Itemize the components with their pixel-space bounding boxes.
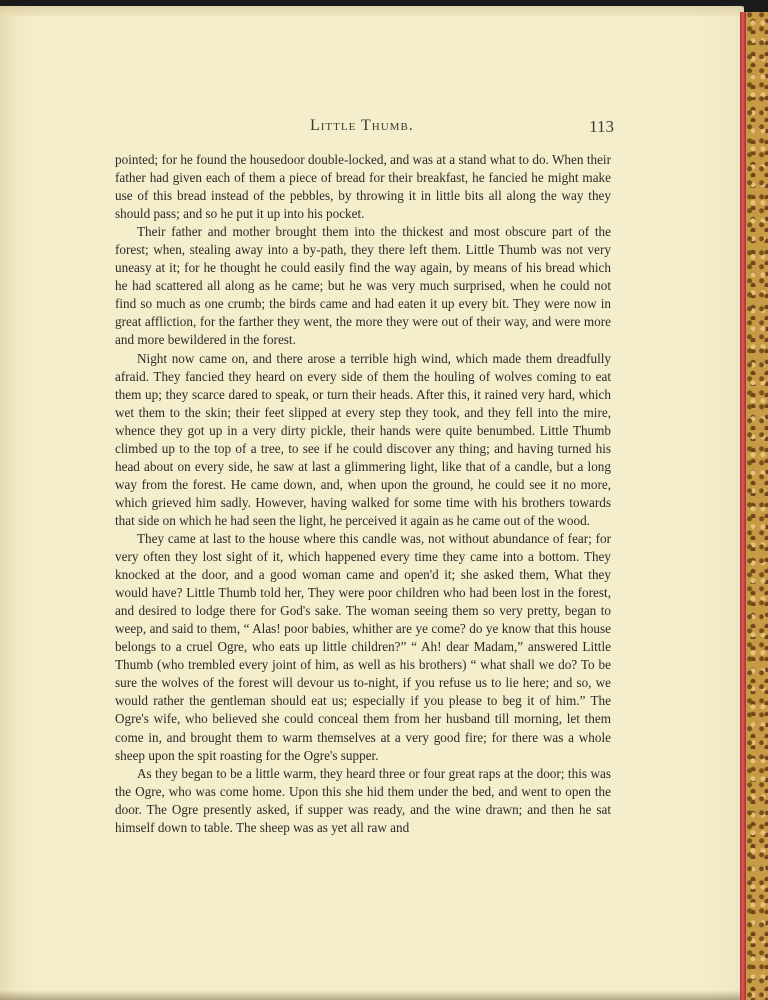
- book-page: [0, 6, 744, 1000]
- page-bottom-shadow: [0, 990, 744, 1000]
- page-top-edge: [0, 6, 744, 16]
- page-header: [110, 117, 614, 141]
- paragraph: pointed; for he found the housedoor double-locked, and was at a stand what to do. When their father had given each of them a piece of bread for their breakfast, he fancied he might make use of this bread instead of the pebbles, by throwing it in little bits all along the way they should pass; and so he put it up into his pocket.: [115, 152, 611, 222]
- paragraph: As they began to be a little warm, they heard three or four great raps at the door; this was the Ogre, who was come home. Upon this she hid them under the bed, and went to open the door. The Ogre presently asked, if supper was ready, and the wine drawn; and then he sat himself down to table. The sheep was as yet all raw and: [115, 765, 611, 835]
- page-number: 113: [589, 117, 614, 136]
- paragraph: Night now came on, and there arose a terrible high wind, which made them dreadfully afraid. They fancied they heard on every side of them the houling of wolves coming to eat them up; they scarce dared to speak, or turn their heads. After this, it rained very hard, which wet them to the skin; their feet slipped at every step they took, and they fell into the mire, whence they got up in a very dirty pickle, their hands were quite benumbed. Little Thumb climbed up to the top of a tree, to see if he could discover any thing; and having turned his head about on every side, he saw at last a glimmering light, like that of a candle, but a long way from the forest. He came down, and, when upon the ground, he could see it no more, which grieved him sadly. However, having walked for some time with his brothers towards that side on which he had seen the light, he perceived it again as he came out of the wood.: [115, 350, 611, 528]
- paragraph: Their father and mother brought them into the thickest and most obscure part of the forest; when, stealing away into a by-path, they there left them. Little Thumb was not very uneasy at it; for he thought he could easily find the way again, by means of his bread which he had scattered all along as he came; but he was very much surprised, when he could not find so much as one crumb; the birds came and had eaten it up every bit. They were now in great affliction, for the farther they went, the more they were out of their way, and were more and more bewildered in the forest.: [115, 224, 611, 348]
- book-binding: [746, 12, 768, 1000]
- running-title: Little Thumb.: [310, 117, 414, 134]
- paragraph: They came at last to the house where this candle was, not without abundance of fear; for very often they lost sight of it, which happened every time they came into a bottom. They knocked at the door, and a good woman came and open'd it; she asked them, What they would have? Little Thumb told her, They were poor children who had been lost in the forest, and desired to lodge there for God's sake. The woman seeing them so very pretty, began to weep, and said to them, “ Alas! poor babies, whither are ye come? do ye know that this house belongs to a cruel Ogre, who eats up little children?” “ Ah! dear Madam,” answered Little Thumb (who trembled every joint of him, as well as his brothers) “ what shall we do? To be sure the wolves of the forest will devour us to-night, if you refuse us to lie here; and so, we would rather the gentleman should eat us; especially if you please to beg it of him.” The Ogre's wife, who believed she could conceal them from her husband till morning, let them come in, and brought them to warm themselves at a very good fire; for there was a whole sheep upon the spit roasting for the Ogre's supper.: [115, 530, 611, 763]
- body-text: [115, 151, 611, 837]
